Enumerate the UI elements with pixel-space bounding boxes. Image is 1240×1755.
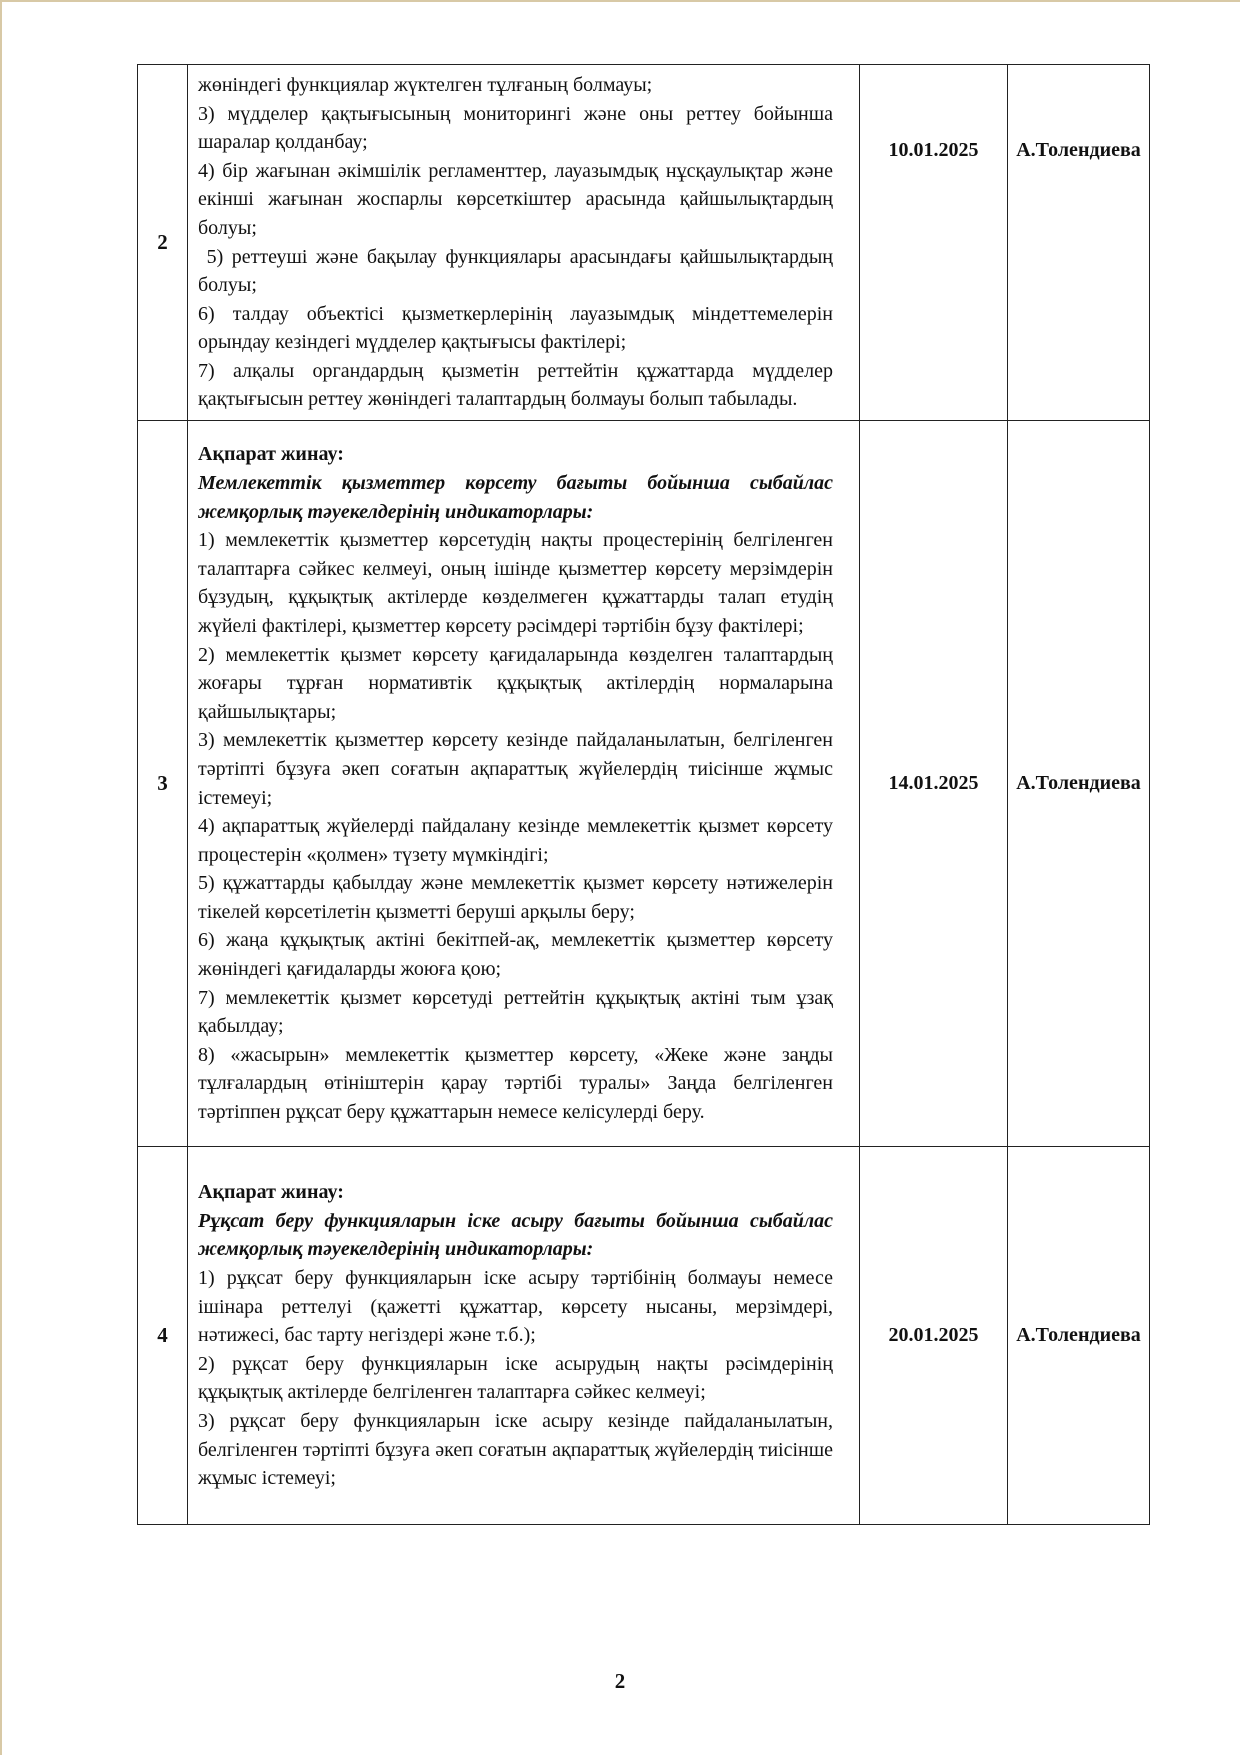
row-number: 4 [138,1147,188,1525]
paragraph: 3) мүдделер қақтығысының мониторингі және оны реттеу бойынша шаралар қолданбау; [198,102,833,154]
row-description [188,65,860,421]
paragraph: 1) рұқсат беру функцияларын іске асыру тәртібінің болмауы немесе ішінара реттелуі (қажетті құжаттар, көрсету нысаны, мерзімдері, нәтижесі, бас тарту негіздері және т.б.); [198,1267,833,1347]
responsible-person: А.Толендиева [1008,65,1150,421]
paragraph: 2) мемлекеттік қызмет көрсету қағидаларында көзделген талаптардың жоғары тұрған нормативтік құқықтық актілердің нормаларына қайшылықтары; [198,643,833,723]
section-subheading: Рұқсат беру функцияларын іске асыру бағыты бойынша сыбайлас жемқорлық тәуекелдерінің индикаторлары: [198,1209,833,1261]
paragraph: 4) бір жағынан әкімшілік регламенттер, лауазымдық нұсқаулықтар және екінші жағынан жоспарлы көрсеткіштер арасында қайшылықтардың болуы; [198,159,833,239]
responsible-person: А.Толендиева [1008,421,1150,1147]
paragraph: 7) алқалы органдардың қызметін реттейтін құжаттарда мүдделер қақтығысын реттеу жөніндегі талаптардың болмауы болып табылады. [198,359,833,411]
paragraph: 1) мемлекеттік қызметтер көрсетудің нақты процестерінің белгіленген талаптарға сәйкес келмеуі, оның ішінде қызметтер көрсету мерзімдерін бұзудың, құқықтық актілерде көзделмеген құжаттарды талап етудің жүйелі фактілері, қызметтер көрсету рәсімдері тәртібін бұзу фактілері; [198,529,833,637]
page-number: 2 [614,1669,626,1693]
deadline-date: 20.01.2025 [860,1147,1008,1525]
deadline-date: 10.01.2025 [860,65,1008,421]
paragraph: 8) «жасырын» мемлекеттік қызметтер көрсету, «Жеке және заңды тұлғалардың өтініштерін қарау тәртібі туралы» Заңда белгіленген тәртіппен рұқсат беру құжаттарын немесе келісулерді беру. [198,1043,833,1124]
paragraph: 3) мемлекеттік қызметтер көрсету кезінде пайдаланылатын, белгіленген тәртіпті бұзуға әкеп соғатын ақпараттық жүйелердің тиісінше жұмыс істемеуі; [198,729,833,809]
row-number: 3 [138,421,188,1147]
paragraph: 6) талдау объектісі қызметкерлерінің лауазымдық міндеттемелерін орындау кезіндегі мүдделер қақтығысы фактілері; [198,302,833,354]
row-number: 2 [138,65,188,421]
paragraph: жөніндегі функциялар жүктелген тұлғаның болмауы; [198,73,653,96]
paragraph: 5) құжаттарды қабылдау және мемлекеттік қызмет көрсету нәтижелерін тікелей көрсетілетін қызметті беруші арқылы беру; [198,872,833,923]
responsible-person: А.Толендиева [1008,1147,1150,1525]
row-description [188,1147,860,1525]
row-description [188,421,860,1147]
table-row [138,1147,1150,1525]
section-subheading: Мемлекеттік қызметтер көрсету бағыты бойынша сыбайлас жемқорлық тәуекелдерінің индикаторлары: [198,471,833,523]
paragraph: 5) реттеуші және бақылау функциялары арасындағы қайшылықтардың болуы; [198,245,839,297]
table-row [138,421,1150,1147]
section-heading: Ақпарат жинау: [198,443,344,466]
table-row [138,65,1150,421]
section-heading: Ақпарат жинау: [198,1181,344,1204]
paragraph: 3) рұқсат беру функцияларын іске асыру кезінде пайдаланылатын, белгіленген тәртіпті бұзуға әкеп соғатын ақпараттық жүйелердің тиісінше жұмыс істемеуі; [198,1409,833,1490]
paragraph: 4) ақпараттық жүйелерді пайдалану кезінде мемлекеттік қызмет көрсету процестерін «қолмен» түзету мүмкіндігі; [198,815,833,866]
paragraph: 7) мемлекеттік қызмет көрсетуді реттейтін құқықтық актіні тым ұзақ қабылдау; [198,986,833,1038]
plan-table [137,64,1150,1525]
paragraph: 2) рұқсат беру функцияларын іске асырудың нақты рәсімдерінің құқықтық актілерде белгіленген талаптарға сәйкес келмеуі; [198,1352,833,1404]
paragraph: 6) жаңа құқықтық актіні бекітпей-ақ, мемлекеттік қызметтер көрсету жөніндегі қағидаларды жоюға қою; [198,929,833,981]
deadline-date: 14.01.2025 [860,421,1008,1147]
